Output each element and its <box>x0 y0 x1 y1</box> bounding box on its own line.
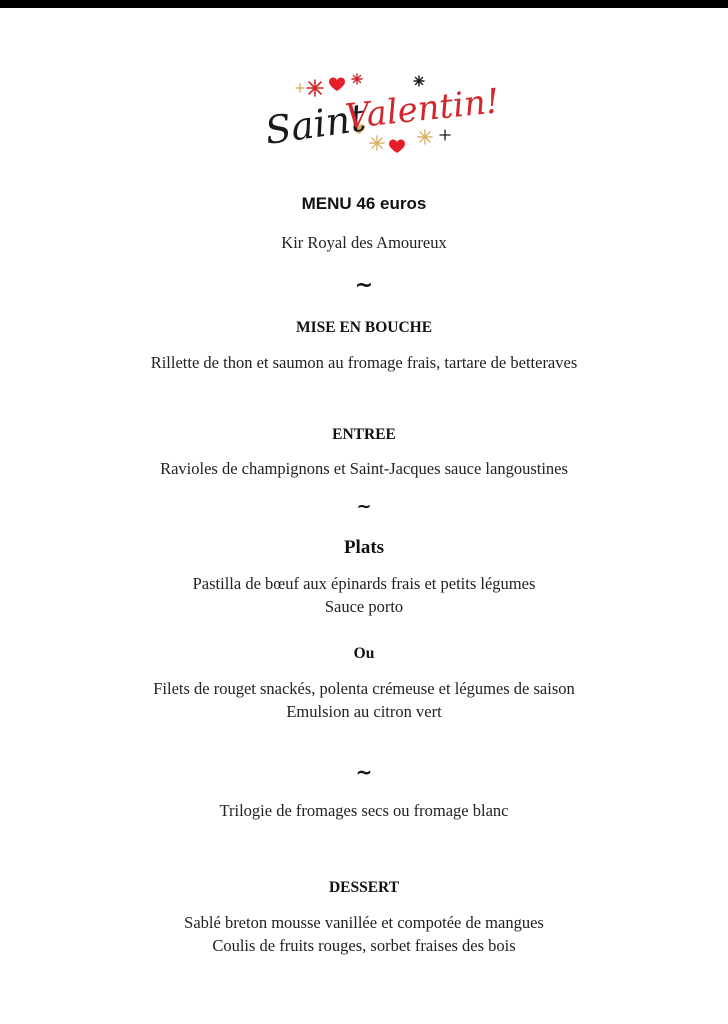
top-border-bar <box>0 0 728 8</box>
plats-or-label: Ou <box>353 645 375 662</box>
sparkle-icon <box>418 130 432 144</box>
saint-valentin-logo-graphic <box>255 66 502 162</box>
separator-tilde: ~ <box>354 273 374 298</box>
entree-item: Ravioles de champignons et Saint-Jacques sauce langoustines <box>160 459 568 478</box>
sparkle-icon <box>414 76 424 86</box>
plats-option2-line2: Emulsion au citron vert <box>286 702 442 721</box>
sparkle-icon <box>370 136 384 150</box>
mise-en-bouche-item: Rillette de thon et saumon au fromage frais, tartare de betteraves <box>150 353 578 372</box>
separator-tilde: ~ <box>355 760 373 784</box>
plats-option2-line1: Filets de rouget snackés, polenta crémeuse et légumes de saison <box>153 679 575 698</box>
plats-option1-line1: Pastilla de bœuf aux épinards frais et petits légumes <box>192 574 536 593</box>
entree-heading: ENTREE <box>332 426 396 443</box>
logo-script-valentin: Valentin! <box>343 81 502 138</box>
heart-icon <box>389 140 405 153</box>
dessert-heading: DESSERT <box>328 879 400 896</box>
fromage-item: Trilogie de fromages secs ou fromage blanc <box>219 801 509 820</box>
menu-price-title: MENU 46 euros <box>301 194 427 213</box>
sparkle-icon <box>352 74 362 84</box>
logo-script-saint: Saint <box>262 95 369 153</box>
saint-valentin-logo <box>255 66 502 162</box>
dessert-line1: Sablé breton mousse vanillée et compotée de mangues <box>184 913 544 932</box>
sparkle-icon <box>440 130 450 140</box>
plats-option1-line2: Sauce porto <box>324 597 404 616</box>
sparkle-icon <box>296 84 304 92</box>
plats-heading: Plats <box>343 537 385 558</box>
mise-en-bouche-heading: MISE EN BOUCHE <box>295 319 433 336</box>
separator-tilde: ~ <box>356 496 372 517</box>
aperitif-item: Kir Royal des Amoureux <box>281 233 447 252</box>
sparkle-icon <box>307 80 323 96</box>
heart-icon <box>329 78 345 91</box>
dessert-line2: Coulis de fruits rouges, sorbet fraises des bois <box>212 936 516 955</box>
